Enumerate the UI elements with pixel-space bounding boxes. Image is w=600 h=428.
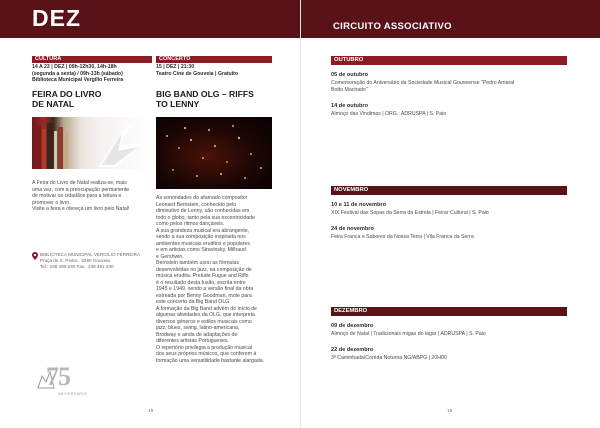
body-line: diversos géneros e estilos musicais como [156, 318, 252, 325]
event-title-bigband [156, 90, 276, 109]
body-line: este concerto da Big Band OLG. [156, 299, 231, 305]
body-line: 1945 e 1949, sendo a versão final da obra [156, 286, 254, 292]
entry-date: 14 de outubro [331, 103, 368, 109]
book-page-shape [98, 121, 142, 167]
event-meta-feira [32, 64, 154, 84]
body-line: A formação da Big Band advém do início de [156, 305, 257, 312]
event-meta-bigband [156, 64, 274, 77]
month-bar-outubro [331, 56, 567, 65]
body-line: como pelos ritmos dançáveis. [156, 221, 225, 227]
entry-date: 10 e 11 de novembro [331, 202, 387, 208]
event-body-bigband [156, 195, 276, 364]
bookshelf-image [32, 117, 152, 169]
event-title-feira [32, 90, 154, 109]
contact-text [40, 252, 156, 270]
meta-line: 15 | DEZ | 21:30 [156, 64, 195, 70]
desc-line: 3ª Caminhada/Corrida Noturna NG/ABPG | 20H00 [331, 355, 447, 361]
body-line: Brodway e ainda de adaptações de [156, 331, 238, 338]
entry-desc [331, 210, 567, 217]
page-number-right: 19 [447, 409, 453, 414]
title-line: TO LENNY [156, 98, 200, 109]
body-line: Leonard Bernstein, conhecido pelo [156, 201, 237, 208]
anniversary-logo [32, 360, 92, 400]
location-pin-icon [32, 252, 38, 260]
body-line: diferentes artistas Portugueses. [156, 338, 229, 344]
body-line: desenvolvidas no jazz, na composição de [156, 266, 252, 273]
event-body-feira [32, 180, 154, 213]
body-line: uma vez, com a preocupação permanente [32, 186, 130, 193]
body-line: jazz, blues, swing, latino-americana, [156, 325, 240, 331]
body-line: A Feira do Livro de Natal realiza-se, mais [32, 180, 127, 186]
meta-line: (segunda a sexta) / 09h-13h (sábado) [32, 70, 123, 77]
desc-line: Feira Franca e Sabores da Nossa Terra | Vila Franca da Serra [331, 234, 474, 240]
month-bar-dezembro [331, 307, 567, 316]
desc-line: Comemoração do Aniversário da Sociedade Musical Gouveense "Pedro Amaral [331, 80, 515, 86]
title-line: BIG BAND OLG – RIFFS [156, 89, 254, 99]
body-line: algumas atividades da OLG, que interpreta [156, 312, 255, 318]
desc-line: XIX Festival das Sopas da Serra da Estrela | Feirar Cultural | S. Paio [331, 210, 489, 216]
title-line: FEIRA DO LIVRO [32, 89, 102, 99]
desc-line: Almoço das Vindimas | ORG.: ADRUSPA | S. Paio [331, 111, 447, 117]
entry-date: 05 de outubro [331, 72, 368, 78]
category-tag-cultura: CULTURA [32, 56, 152, 63]
entry-desc [331, 355, 567, 362]
entry-desc [331, 331, 567, 338]
body-line: promover o livro. [32, 199, 71, 206]
category-tag-concerto: CONCERTO [156, 56, 272, 63]
meta-line: Teatro Cine de Gouveia | Gratuito [156, 70, 239, 77]
body-line: O repertório privilegia a produção musical [156, 344, 253, 351]
body-line: e em artistas como Stravinsky, Milhaud [156, 247, 246, 253]
left-header-bar [0, 0, 300, 38]
contact-line: Praça de S. Pedro . 6290 Gouveia [40, 258, 110, 263]
month-title: DEZ [32, 5, 81, 31]
concert-image [156, 117, 272, 189]
contact-line: Tel.: 238 490 230 Fax.: 238 491 230 [40, 264, 114, 269]
body-line: música erudita. Prelude Fugue and Riffs [156, 273, 249, 279]
entry-date: 22 de dezembro [331, 347, 374, 353]
logo-caption: ANIVERSÁRIO [58, 392, 87, 396]
body-line: A sua grandeza musical era abrangente, [156, 227, 250, 234]
body-line: sendo a sua composição inspirada nos [156, 234, 246, 240]
entry-desc [331, 111, 567, 118]
entry-date: 09 de dezembro [331, 323, 374, 329]
month-bar-label: DEZEMBRO [334, 308, 368, 314]
page-number-left: 18 [148, 409, 154, 414]
section-title: CIRCUITO ASSOCIATIVO [333, 21, 452, 32]
right-header-bar [301, 0, 600, 38]
body-line: Visite a feira e ofereça um livro pelo Natal! [32, 206, 130, 212]
entry-desc [331, 234, 567, 241]
entry-date: 24 de novembro [331, 226, 374, 232]
month-bar-label: NOVEMBRO [334, 187, 369, 193]
body-line: formação uma versatilidade bastante alargada. [156, 357, 265, 364]
body-line: todo o globo, tanto pela sua excentricidade [156, 214, 255, 221]
meta-line: Biblioteca Municipal Vergílio Ferreira [32, 77, 124, 84]
body-line: e Gershwin. [156, 253, 184, 260]
body-line: Bernstein também usou as fórmulas [156, 260, 240, 266]
body-line: dos seus próprios músicos, que conferem à [156, 351, 257, 357]
body-line: diminutivo de Lenny, são conhecidas em [156, 208, 250, 214]
body-line: ambientes musicais eruditos e populares [156, 240, 251, 247]
month-bar-novembro [331, 186, 567, 195]
body-line: é o resultado desta fusão, escrita entre [156, 279, 246, 286]
body-line: de motivar os cidadãos para a leitura e [32, 193, 122, 199]
month-bar-label: OUTUBRO [334, 57, 364, 63]
entry-desc [331, 80, 567, 93]
logo-number: 75 [46, 362, 70, 391]
meta-line: 14 A 23 | DEZ | 09h-12h30, 14h-18h [32, 64, 117, 70]
desc-line: Almoço de Natal | Tradicionais migas do lagar | ADRUSPA | S. Paio [331, 331, 486, 337]
contact-line: BIBLIOTECA MUNICIPAL VERGÍLIO FERREIRA [40, 252, 141, 257]
body-line: As sonoridades do afamado compositor [156, 195, 248, 201]
desc-line: Botto Machado" [331, 86, 368, 93]
body-line: estreada por Benny Goodman, mote para [156, 292, 252, 299]
title-line: DE NATAL [32, 98, 75, 109]
